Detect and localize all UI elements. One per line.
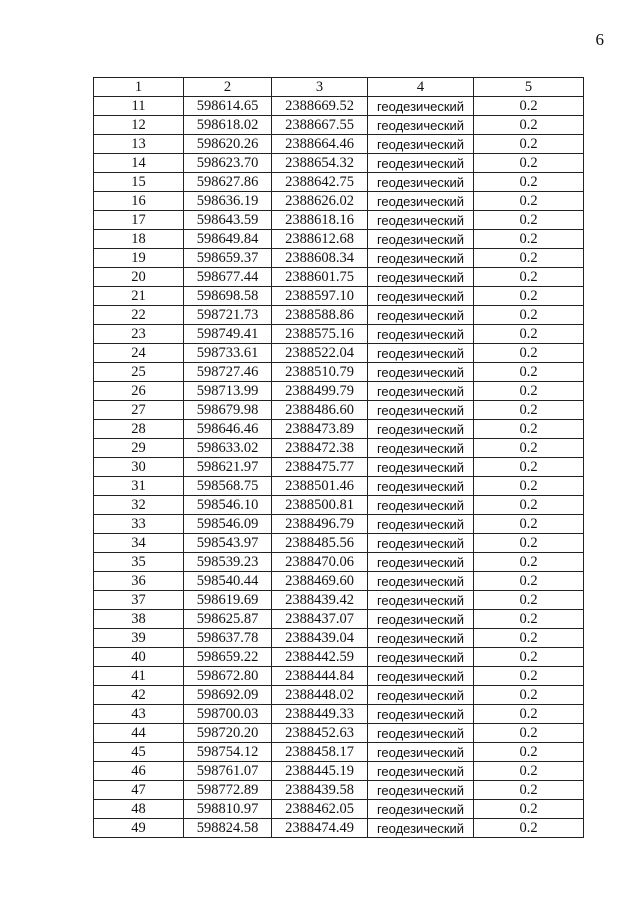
cell-x-coordinate: 598546.09 xyxy=(184,515,272,534)
table-row xyxy=(94,591,584,610)
cell-point-number: 24 xyxy=(94,344,184,363)
cell-x-coordinate: 598623.70 xyxy=(184,154,272,173)
cell-type: геодезический xyxy=(368,211,474,230)
cell-type: геодезический xyxy=(368,667,474,686)
cell-y-coordinate: 2388522.04 xyxy=(272,344,368,363)
cell-type: геодезический xyxy=(368,534,474,553)
coordinates-table xyxy=(93,77,584,838)
cell-x-coordinate: 598679.98 xyxy=(184,401,272,420)
cell-accuracy: 0.2 xyxy=(474,553,584,572)
cell-point-number: 13 xyxy=(94,135,184,154)
cell-x-coordinate: 598772.89 xyxy=(184,781,272,800)
cell-x-coordinate: 598627.86 xyxy=(184,173,272,192)
table-row xyxy=(94,97,584,116)
cell-accuracy: 0.2 xyxy=(474,230,584,249)
cell-y-coordinate: 2388664.46 xyxy=(272,135,368,154)
cell-point-number: 11 xyxy=(94,97,184,116)
cell-point-number: 48 xyxy=(94,800,184,819)
cell-accuracy: 0.2 xyxy=(474,363,584,382)
cell-point-number: 17 xyxy=(94,211,184,230)
cell-y-coordinate: 2388669.52 xyxy=(272,97,368,116)
table-row xyxy=(94,572,584,591)
cell-x-coordinate: 598733.61 xyxy=(184,344,272,363)
cell-y-coordinate: 2388496.79 xyxy=(272,515,368,534)
cell-accuracy: 0.2 xyxy=(474,591,584,610)
cell-y-coordinate: 2388445.19 xyxy=(272,762,368,781)
cell-x-coordinate: 598625.87 xyxy=(184,610,272,629)
table-row xyxy=(94,534,584,553)
cell-y-coordinate: 2388448.02 xyxy=(272,686,368,705)
table-row xyxy=(94,325,584,344)
cell-accuracy: 0.2 xyxy=(474,458,584,477)
cell-y-coordinate: 2388439.58 xyxy=(272,781,368,800)
table-row xyxy=(94,496,584,515)
table-row xyxy=(94,743,584,762)
table-row xyxy=(94,344,584,363)
table-row xyxy=(94,382,584,401)
cell-x-coordinate: 598568.75 xyxy=(184,477,272,496)
cell-x-coordinate: 598700.03 xyxy=(184,705,272,724)
cell-accuracy: 0.2 xyxy=(474,287,584,306)
cell-type: геодезический xyxy=(368,781,474,800)
cell-x-coordinate: 598727.46 xyxy=(184,363,272,382)
cell-accuracy: 0.2 xyxy=(474,268,584,287)
table-row xyxy=(94,287,584,306)
table-row xyxy=(94,420,584,439)
table-row xyxy=(94,192,584,211)
column-header-2: 2 xyxy=(184,78,272,97)
cell-y-coordinate: 2388510.79 xyxy=(272,363,368,382)
cell-type: геодезический xyxy=(368,648,474,667)
cell-accuracy: 0.2 xyxy=(474,382,584,401)
cell-type: геодезический xyxy=(368,496,474,515)
cell-x-coordinate: 598643.59 xyxy=(184,211,272,230)
cell-type: геодезический xyxy=(368,477,474,496)
cell-point-number: 12 xyxy=(94,116,184,135)
table-row xyxy=(94,686,584,705)
cell-type: геодезический xyxy=(368,572,474,591)
cell-x-coordinate: 598659.37 xyxy=(184,249,272,268)
cell-type: геодезический xyxy=(368,686,474,705)
cell-y-coordinate: 2388601.75 xyxy=(272,268,368,287)
cell-y-coordinate: 2388618.16 xyxy=(272,211,368,230)
cell-y-coordinate: 2388575.16 xyxy=(272,325,368,344)
cell-point-number: 34 xyxy=(94,534,184,553)
cell-type: геодезический xyxy=(368,116,474,135)
cell-point-number: 33 xyxy=(94,515,184,534)
table-row xyxy=(94,116,584,135)
cell-x-coordinate: 598698.58 xyxy=(184,287,272,306)
cell-point-number: 19 xyxy=(94,249,184,268)
cell-accuracy: 0.2 xyxy=(474,610,584,629)
table-row xyxy=(94,648,584,667)
cell-y-coordinate: 2388472.38 xyxy=(272,439,368,458)
cell-accuracy: 0.2 xyxy=(474,344,584,363)
cell-y-coordinate: 2388485.56 xyxy=(272,534,368,553)
cell-accuracy: 0.2 xyxy=(474,724,584,743)
cell-point-number: 40 xyxy=(94,648,184,667)
table-row xyxy=(94,800,584,819)
cell-point-number: 27 xyxy=(94,401,184,420)
cell-accuracy: 0.2 xyxy=(474,211,584,230)
cell-point-number: 37 xyxy=(94,591,184,610)
cell-x-coordinate: 598677.44 xyxy=(184,268,272,287)
cell-point-number: 31 xyxy=(94,477,184,496)
cell-x-coordinate: 598619.69 xyxy=(184,591,272,610)
cell-x-coordinate: 598614.65 xyxy=(184,97,272,116)
table-row xyxy=(94,135,584,154)
cell-accuracy: 0.2 xyxy=(474,686,584,705)
table-row xyxy=(94,249,584,268)
cell-accuracy: 0.2 xyxy=(474,515,584,534)
cell-type: геодезический xyxy=(368,629,474,648)
cell-point-number: 36 xyxy=(94,572,184,591)
cell-x-coordinate: 598621.97 xyxy=(184,458,272,477)
cell-accuracy: 0.2 xyxy=(474,420,584,439)
cell-accuracy: 0.2 xyxy=(474,743,584,762)
cell-type: геодезический xyxy=(368,382,474,401)
cell-accuracy: 0.2 xyxy=(474,401,584,420)
cell-point-number: 44 xyxy=(94,724,184,743)
cell-x-coordinate: 598539.23 xyxy=(184,553,272,572)
cell-x-coordinate: 598633.02 xyxy=(184,439,272,458)
cell-type: геодезический xyxy=(368,439,474,458)
cell-point-number: 47 xyxy=(94,781,184,800)
cell-accuracy: 0.2 xyxy=(474,496,584,515)
cell-x-coordinate: 598672.80 xyxy=(184,667,272,686)
table-row xyxy=(94,154,584,173)
cell-x-coordinate: 598810.97 xyxy=(184,800,272,819)
cell-type: геодезический xyxy=(368,724,474,743)
table-row xyxy=(94,477,584,496)
cell-y-coordinate: 2388470.06 xyxy=(272,553,368,572)
cell-y-coordinate: 2388642.75 xyxy=(272,173,368,192)
cell-x-coordinate: 598543.97 xyxy=(184,534,272,553)
cell-y-coordinate: 2388626.02 xyxy=(272,192,368,211)
cell-type: геодезический xyxy=(368,135,474,154)
cell-point-number: 39 xyxy=(94,629,184,648)
cell-y-coordinate: 2388486.60 xyxy=(272,401,368,420)
cell-accuracy: 0.2 xyxy=(474,629,584,648)
cell-point-number: 20 xyxy=(94,268,184,287)
page-number: 6 xyxy=(595,30,604,49)
cell-y-coordinate: 2388444.84 xyxy=(272,667,368,686)
cell-x-coordinate: 598618.02 xyxy=(184,116,272,135)
cell-type: геодезический xyxy=(368,363,474,382)
cell-accuracy: 0.2 xyxy=(474,572,584,591)
cell-point-number: 32 xyxy=(94,496,184,515)
cell-type: геодезический xyxy=(368,819,474,838)
cell-y-coordinate: 2388501.46 xyxy=(272,477,368,496)
cell-type: геодезический xyxy=(368,705,474,724)
cell-accuracy: 0.2 xyxy=(474,116,584,135)
cell-y-coordinate: 2388439.04 xyxy=(272,629,368,648)
column-header-4: 4 xyxy=(368,78,474,97)
cell-type: геодезический xyxy=(368,743,474,762)
cell-accuracy: 0.2 xyxy=(474,135,584,154)
cell-type: геодезический xyxy=(368,762,474,781)
cell-point-number: 42 xyxy=(94,686,184,705)
cell-y-coordinate: 2388597.10 xyxy=(272,287,368,306)
cell-type: геодезический xyxy=(368,420,474,439)
cell-point-number: 41 xyxy=(94,667,184,686)
cell-y-coordinate: 2388458.17 xyxy=(272,743,368,762)
cell-x-coordinate: 598713.99 xyxy=(184,382,272,401)
cell-type: геодезический xyxy=(368,553,474,572)
cell-accuracy: 0.2 xyxy=(474,192,584,211)
column-header-5: 5 xyxy=(474,78,584,97)
cell-y-coordinate: 2388437.07 xyxy=(272,610,368,629)
cell-x-coordinate: 598720.20 xyxy=(184,724,272,743)
cell-point-number: 30 xyxy=(94,458,184,477)
cell-type: геодезический xyxy=(368,325,474,344)
cell-y-coordinate: 2388667.55 xyxy=(272,116,368,135)
table-row xyxy=(94,762,584,781)
cell-accuracy: 0.2 xyxy=(474,762,584,781)
cell-y-coordinate: 2388473.89 xyxy=(272,420,368,439)
table-row xyxy=(94,363,584,382)
cell-type: геодезический xyxy=(368,515,474,534)
cell-x-coordinate: 598692.09 xyxy=(184,686,272,705)
column-header-1: 1 xyxy=(94,78,184,97)
cell-x-coordinate: 598754.12 xyxy=(184,743,272,762)
cell-accuracy: 0.2 xyxy=(474,648,584,667)
cell-y-coordinate: 2388462.05 xyxy=(272,800,368,819)
cell-x-coordinate: 598649.84 xyxy=(184,230,272,249)
cell-x-coordinate: 598637.78 xyxy=(184,629,272,648)
cell-point-number: 23 xyxy=(94,325,184,344)
cell-x-coordinate: 598721.73 xyxy=(184,306,272,325)
cell-type: геодезический xyxy=(368,192,474,211)
cell-type: геодезический xyxy=(368,97,474,116)
cell-type: геодезический xyxy=(368,800,474,819)
cell-accuracy: 0.2 xyxy=(474,173,584,192)
column-header-3: 3 xyxy=(272,78,368,97)
cell-y-coordinate: 2388449.33 xyxy=(272,705,368,724)
cell-x-coordinate: 598659.22 xyxy=(184,648,272,667)
cell-accuracy: 0.2 xyxy=(474,439,584,458)
cell-y-coordinate: 2388654.32 xyxy=(272,154,368,173)
cell-type: геодезический xyxy=(368,287,474,306)
cell-x-coordinate: 598546.10 xyxy=(184,496,272,515)
table-row xyxy=(94,458,584,477)
table-body xyxy=(94,97,584,838)
table-row xyxy=(94,724,584,743)
cell-x-coordinate: 598824.58 xyxy=(184,819,272,838)
cell-y-coordinate: 2388439.42 xyxy=(272,591,368,610)
cell-point-number: 26 xyxy=(94,382,184,401)
table-row xyxy=(94,515,584,534)
cell-point-number: 49 xyxy=(94,819,184,838)
cell-y-coordinate: 2388452.63 xyxy=(272,724,368,743)
cell-y-coordinate: 2388475.77 xyxy=(272,458,368,477)
table-row xyxy=(94,667,584,686)
cell-y-coordinate: 2388499.79 xyxy=(272,382,368,401)
cell-type: геодезический xyxy=(368,268,474,287)
cell-point-number: 21 xyxy=(94,287,184,306)
table-header-row xyxy=(94,78,584,97)
cell-point-number: 46 xyxy=(94,762,184,781)
table-row xyxy=(94,819,584,838)
table-row xyxy=(94,211,584,230)
cell-type: геодезический xyxy=(368,344,474,363)
cell-type: геодезический xyxy=(368,458,474,477)
cell-point-number: 43 xyxy=(94,705,184,724)
table-row xyxy=(94,553,584,572)
table-row xyxy=(94,268,584,287)
cell-point-number: 45 xyxy=(94,743,184,762)
cell-accuracy: 0.2 xyxy=(474,705,584,724)
cell-accuracy: 0.2 xyxy=(474,154,584,173)
cell-point-number: 18 xyxy=(94,230,184,249)
cell-x-coordinate: 598636.19 xyxy=(184,192,272,211)
cell-point-number: 15 xyxy=(94,173,184,192)
cell-point-number: 22 xyxy=(94,306,184,325)
cell-accuracy: 0.2 xyxy=(474,534,584,553)
cell-type: геодезический xyxy=(368,249,474,268)
cell-x-coordinate: 598540.44 xyxy=(184,572,272,591)
cell-y-coordinate: 2388612.68 xyxy=(272,230,368,249)
cell-point-number: 14 xyxy=(94,154,184,173)
cell-accuracy: 0.2 xyxy=(474,97,584,116)
cell-point-number: 38 xyxy=(94,610,184,629)
cell-y-coordinate: 2388588.86 xyxy=(272,306,368,325)
cell-point-number: 16 xyxy=(94,192,184,211)
cell-point-number: 28 xyxy=(94,420,184,439)
cell-x-coordinate: 598761.07 xyxy=(184,762,272,781)
cell-point-number: 25 xyxy=(94,363,184,382)
table-row xyxy=(94,401,584,420)
cell-y-coordinate: 2388608.34 xyxy=(272,249,368,268)
table-row xyxy=(94,173,584,192)
cell-type: геодезический xyxy=(368,173,474,192)
cell-point-number: 29 xyxy=(94,439,184,458)
table-row xyxy=(94,781,584,800)
cell-type: геодезический xyxy=(368,306,474,325)
cell-accuracy: 0.2 xyxy=(474,249,584,268)
cell-type: геодезический xyxy=(368,610,474,629)
cell-x-coordinate: 598749.41 xyxy=(184,325,272,344)
table-row xyxy=(94,629,584,648)
table-row xyxy=(94,306,584,325)
table-row xyxy=(94,439,584,458)
cell-accuracy: 0.2 xyxy=(474,325,584,344)
cell-accuracy: 0.2 xyxy=(474,819,584,838)
cell-accuracy: 0.2 xyxy=(474,800,584,819)
cell-type: геодезический xyxy=(368,401,474,420)
table-row xyxy=(94,610,584,629)
cell-accuracy: 0.2 xyxy=(474,667,584,686)
cell-point-number: 35 xyxy=(94,553,184,572)
table-row xyxy=(94,705,584,724)
cell-accuracy: 0.2 xyxy=(474,781,584,800)
cell-y-coordinate: 2388469.60 xyxy=(272,572,368,591)
cell-accuracy: 0.2 xyxy=(474,477,584,496)
cell-type: геодезический xyxy=(368,591,474,610)
cell-type: геодезический xyxy=(368,230,474,249)
cell-x-coordinate: 598620.26 xyxy=(184,135,272,154)
cell-y-coordinate: 2388500.81 xyxy=(272,496,368,515)
cell-y-coordinate: 2388474.49 xyxy=(272,819,368,838)
table-row xyxy=(94,230,584,249)
cell-type: геодезический xyxy=(368,154,474,173)
cell-x-coordinate: 598646.46 xyxy=(184,420,272,439)
cell-y-coordinate: 2388442.59 xyxy=(272,648,368,667)
cell-accuracy: 0.2 xyxy=(474,306,584,325)
